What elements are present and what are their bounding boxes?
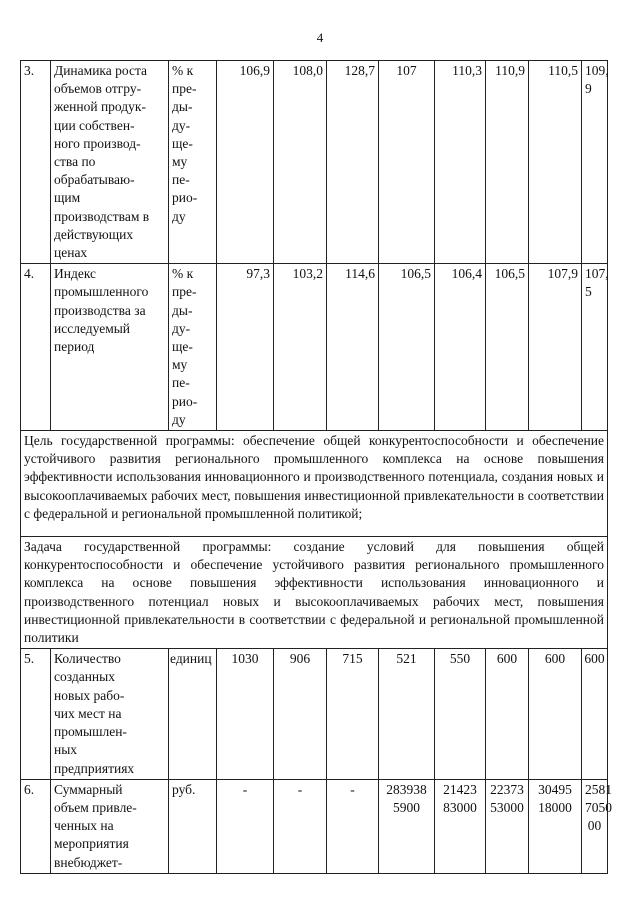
value-cell: 600 <box>582 649 608 779</box>
value-cell: 114,6 <box>327 264 379 431</box>
row-number: 6. <box>21 779 51 873</box>
value-cell: 107, 5 <box>582 264 608 431</box>
row-number: 5. <box>21 649 51 779</box>
indicator-name: Суммарный объем привле- ченных на мероприятия внебюджет- <box>51 779 169 873</box>
unit-cell: руб. <box>169 779 217 873</box>
value-cell: 106,9 <box>217 61 274 264</box>
table-row-3 <box>21 61 608 264</box>
program-goal: Цель государственной программы: обеспечение общей конкурентоспособности и обеспечение устойчивого развития регионального промышленного комплекса на основе повышения эффективности использования инновационного и производственного потенциала, создания новых и высокооплачиваемых рабочих мест, повышения инвестиционной привлекательности в соответствии с федеральной и региональной промышленной политикой; <box>21 431 608 537</box>
value-cell: 1030 <box>217 649 274 779</box>
value-cell: 109, 9 <box>582 61 608 264</box>
value-cell: - <box>217 779 274 873</box>
value-cell: 106,5 <box>379 264 435 431</box>
value-cell: 2581 7050 00 <box>582 779 608 873</box>
program-task: Задача государственной программы: создание условий для повышения общей конкурентоспособности и обеспечение устойчивого развития регионального промышленного комплекса на основе повышения эффективности использования инновационного и производственного потенциал новых и высокооплачиваемых рабочих мест, повышения инвестиционной привлекательности в соответствии с федеральной и региональной промышленной политики <box>21 537 608 649</box>
value-cell: 108,0 <box>274 61 327 264</box>
unit-cell: % к пре- ды- ду- ще- му пе- рио- ду <box>169 61 217 264</box>
indicators-table <box>20 60 612 874</box>
value-cell: 107 <box>379 61 435 264</box>
value-cell: 550 <box>435 649 486 779</box>
value-cell: 600 <box>486 649 529 779</box>
indicator-name: Динамика роста объемов отгру- женной продук- ции собствен- ного производ- ства по обрабатываю- щим производствам в действующих ценах <box>51 61 169 264</box>
row-number: 3. <box>21 61 51 264</box>
value-cell: 128,7 <box>327 61 379 264</box>
value-cell: 107,9 <box>529 264 582 431</box>
value-cell: 110,5 <box>529 61 582 264</box>
unit-cell: единиц <box>169 649 217 779</box>
value-cell: 106,5 <box>486 264 529 431</box>
value-cell: 110,3 <box>435 61 486 264</box>
value-cell: - <box>327 779 379 873</box>
value-cell: 22373 53000 <box>486 779 529 873</box>
value-cell: 110,9 <box>486 61 529 264</box>
indicator-name: Индекс промышленного производства за исследуемый период <box>51 264 169 431</box>
value-cell: 21423 83000 <box>435 779 486 873</box>
value-cell: 283938 5900 <box>379 779 435 873</box>
page-number: 4 <box>316 30 324 45</box>
value-cell: 715 <box>327 649 379 779</box>
value-cell: 30495 18000 <box>529 779 582 873</box>
table-row-5 <box>21 649 608 779</box>
value-cell: 600 <box>529 649 582 779</box>
value-cell: - <box>274 779 327 873</box>
value-cell: 97,3 <box>217 264 274 431</box>
goal-row <box>21 431 608 537</box>
table-row-6 <box>21 779 608 873</box>
row-number: 4. <box>21 264 51 431</box>
table-row-4 <box>21 264 608 431</box>
indicator-name: Количество созданных новых рабо- чих мест на промышлен- ных предприятиях <box>51 649 169 779</box>
task-row <box>21 537 608 649</box>
value-cell: 521 <box>379 649 435 779</box>
value-cell: 906 <box>274 649 327 779</box>
value-cell: 103,2 <box>274 264 327 431</box>
unit-cell: % к пре- ды- ду- ще- му пе- рио- ду <box>169 264 217 431</box>
value-cell: 106,4 <box>435 264 486 431</box>
